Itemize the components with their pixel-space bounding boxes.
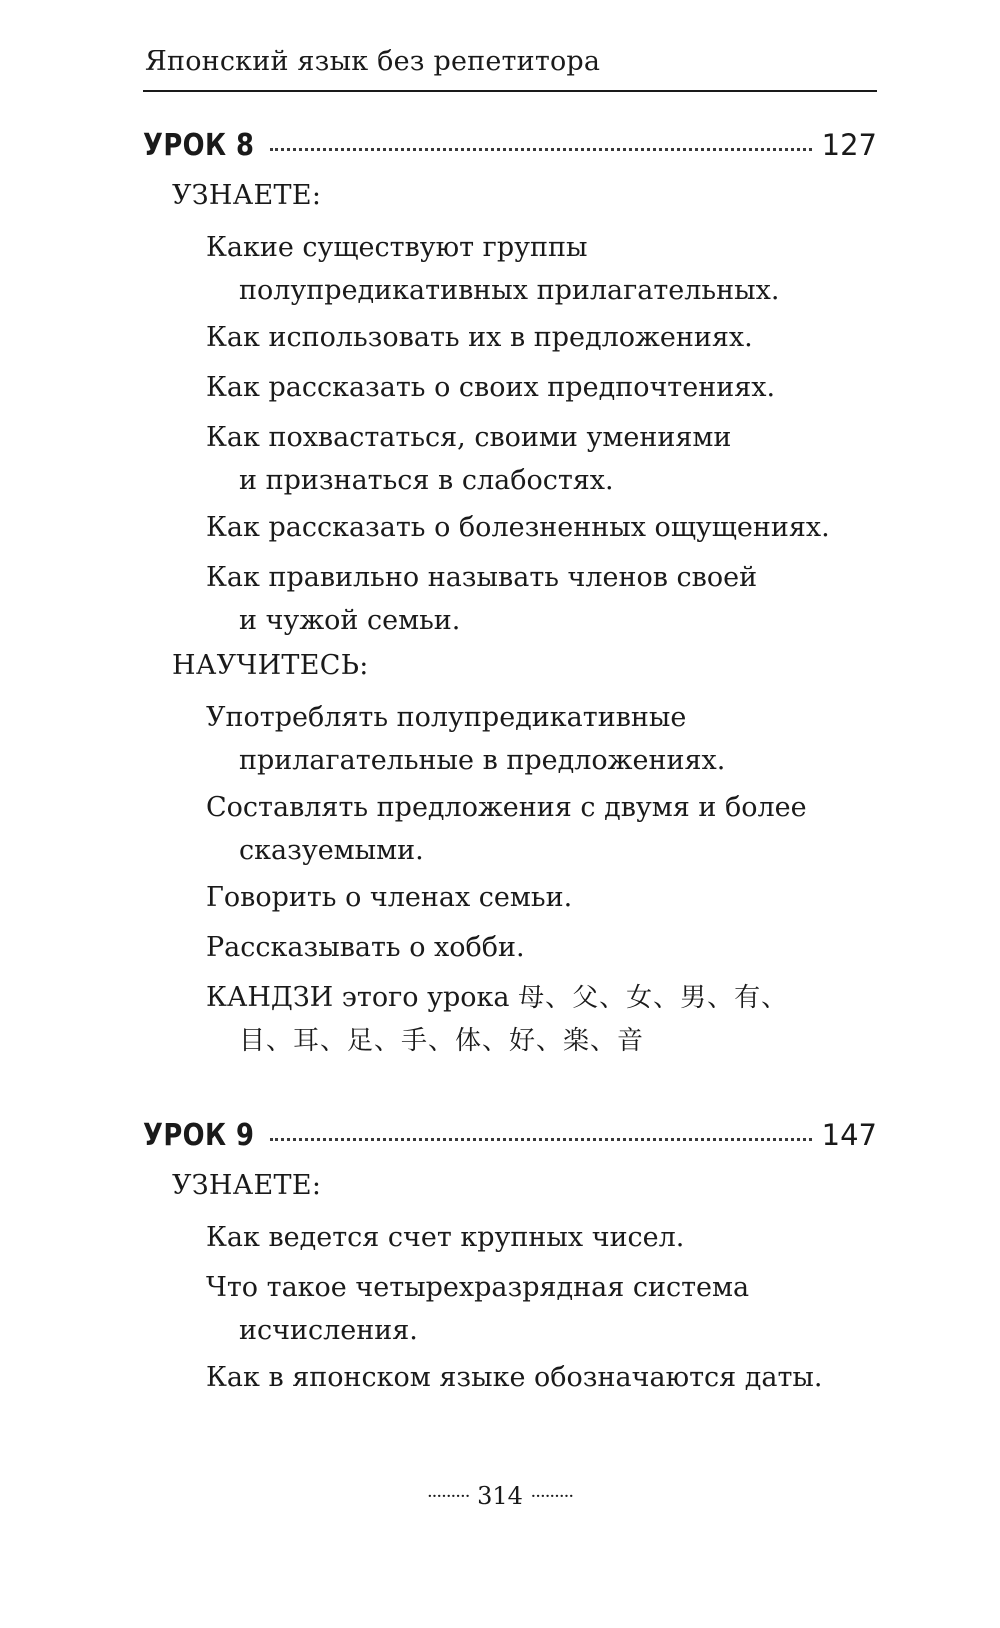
item-line: Как похвастаться, своими умениями: [206, 422, 732, 453]
item-line-continued: полупредикативных прилагательных.: [239, 275, 780, 306]
page-number: 314: [477, 1482, 523, 1510]
item-line: Говорить о членах семьи.: [206, 882, 573, 913]
lesson-8-skill-item: [206, 926, 846, 969]
item-line-continued: и чужой семьи.: [239, 605, 461, 636]
lesson-9-learn-item: [206, 1266, 846, 1352]
item-line-continued: прилагательные в предложениях.: [239, 745, 726, 776]
item-line: Как ведется счет крупных чисел.: [206, 1222, 685, 1253]
item-line: Как в японском языке обозначаются даты.: [206, 1362, 823, 1393]
lesson-8-learn-label: УЗНАЕТЕ:: [172, 180, 322, 211]
footer-dots-right: ·········: [530, 1486, 574, 1507]
item-line-continued: исчисления.: [239, 1315, 418, 1346]
lesson-8-page-number: 127: [821, 128, 877, 162]
item-line: Как рассказать о своих предпочтениях.: [206, 372, 776, 403]
kanji-line: [206, 976, 846, 1020]
lesson-9-learn-label: УЗНАЕТЕ:: [172, 1170, 322, 1201]
page-footer: [0, 1482, 1000, 1510]
dot-leader: [270, 148, 811, 151]
item-line: Что такое четырехразрядная система: [206, 1272, 750, 1303]
item-line: Как рассказать о болезненных ощущениях.: [206, 512, 830, 543]
lesson-9-title: УРОК 9: [143, 1118, 255, 1153]
item-line-continued: и признаться в слабостях.: [239, 465, 614, 496]
lesson-8-heading: [143, 128, 877, 163]
lesson-8-learn-item: [206, 226, 846, 312]
lesson-8-skill-item: [206, 786, 846, 872]
lesson-9-learn-item: [206, 1356, 846, 1399]
item-line-continued: сказуемыми.: [239, 835, 424, 866]
lesson-8-learn-item: [206, 506, 846, 549]
item-line: Рассказывать о хобби.: [206, 932, 525, 963]
item-line: Как использовать их в предложениях.: [206, 322, 753, 353]
item-line: Употреблять полупредикативные: [206, 702, 687, 733]
lesson-8-skill-item: [206, 696, 846, 782]
kanji-label: КАНДЗИ этого урока: [206, 982, 510, 1013]
lesson-8-kanji-item: [206, 976, 846, 1063]
kanji-list: 母、父、女、男、有、: [518, 983, 789, 1013]
lesson-8-title: УРОК 8: [143, 128, 255, 163]
header-rule: [143, 90, 877, 92]
item-line: Составлять предложения с двумя и более: [206, 792, 807, 823]
dot-leader: [270, 1138, 811, 1141]
footer-dots-left: ·········: [426, 1486, 470, 1507]
lesson-9-heading: [143, 1118, 877, 1153]
lesson-8-skill-item: [206, 876, 846, 919]
lesson-8-learn-item: [206, 556, 846, 642]
lesson-9-learn-item: [206, 1216, 846, 1259]
lesson-8-learn-item: [206, 366, 846, 409]
running-header: Японский язык без репетитора: [145, 46, 601, 77]
item-line: Как правильно называть членов своей: [206, 562, 758, 593]
lesson-8-skills-label: НАУЧИТЕСЬ:: [172, 650, 369, 681]
kanji-list-continued: 目、耳、足、手、体、好、楽、音: [239, 1026, 645, 1056]
lesson-8-learn-item: [206, 416, 846, 502]
lesson-9-page-number: 147: [821, 1118, 877, 1152]
item-line: Какие существуют группы: [206, 232, 588, 263]
lesson-8-learn-item: [206, 316, 846, 359]
